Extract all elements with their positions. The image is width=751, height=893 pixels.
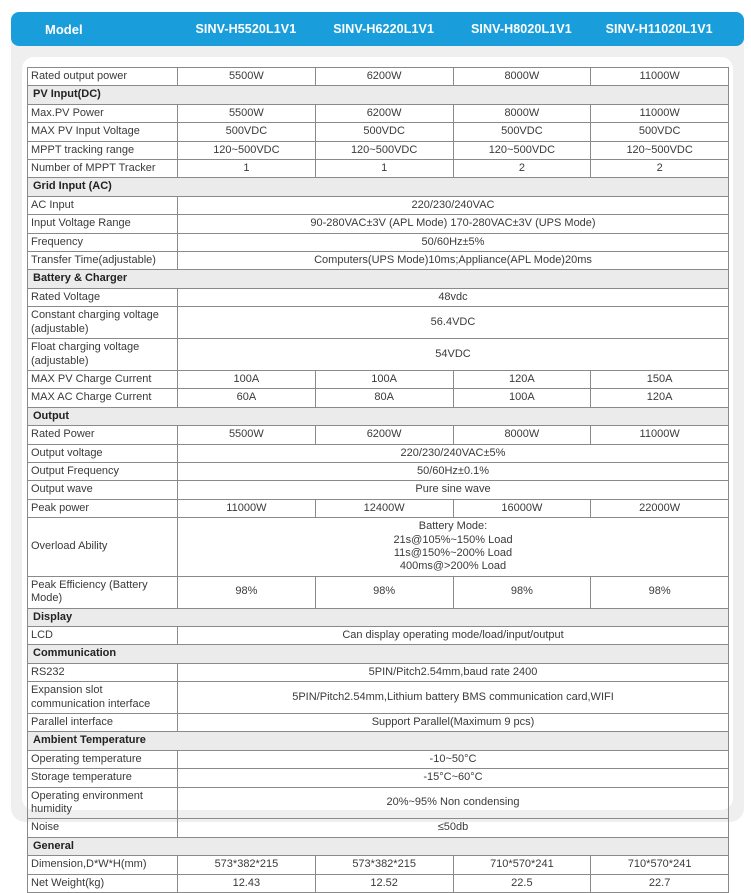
- spec-label: Operating environment humidity: [28, 787, 178, 819]
- spec-label: AC Input: [28, 196, 178, 214]
- spec-label: MAX PV Charge Current: [28, 370, 178, 388]
- spec-label: Rated Power: [28, 426, 178, 444]
- spec-value: 6200W: [315, 426, 453, 444]
- spec-value-span: 5PIN/Pitch2.54mm,baud rate 2400: [178, 663, 729, 681]
- spec-value: 8000W: [453, 68, 591, 86]
- section-row: [28, 645, 729, 663]
- spec-value-span: Computers(UPS Mode)10ms;Appliance(APL Mode)20ms: [178, 252, 729, 270]
- spec-value-span: -10~50°C: [178, 750, 729, 768]
- spec-value-span: 50/60Hz±5%: [178, 233, 729, 251]
- spec-value: 500VDC: [315, 123, 453, 141]
- spec-value: 120~500VDC: [178, 141, 316, 159]
- spec-value: 100A: [315, 370, 453, 388]
- spec-value: 500VDC: [453, 123, 591, 141]
- spec-label: Transfer Time(adjustable): [28, 252, 178, 270]
- spec-label: Float charging voltage (adjustable): [28, 339, 178, 371]
- spec-value: 120~500VDC: [315, 141, 453, 159]
- spec-value-span: 20%~95% Non condensing: [178, 787, 729, 819]
- spec-value: 100A: [178, 370, 316, 388]
- spec-value-span: 220/230/240VAC±5%: [178, 444, 729, 462]
- spec-row: [28, 426, 729, 444]
- section-label: Output: [28, 407, 729, 425]
- spec-value: 98%: [315, 576, 453, 608]
- spec-row: [28, 444, 729, 462]
- spec-row: [28, 769, 729, 787]
- spec-value: 22000W: [591, 499, 729, 517]
- spec-row: [28, 576, 729, 608]
- spec-value-span: -15°C~60°C: [178, 769, 729, 787]
- model-name-3: SINV-H8020L1V1: [470, 22, 572, 36]
- spec-value: 500VDC: [178, 123, 316, 141]
- spec-value: 11000W: [591, 426, 729, 444]
- section-row: [28, 86, 729, 104]
- model-header-bar: [11, 12, 744, 46]
- spec-row: [28, 215, 729, 233]
- spec-row: [28, 307, 729, 339]
- spec-value-span: Pure sine wave: [178, 481, 729, 499]
- spec-value: 100A: [453, 389, 591, 407]
- spec-value: 120~500VDC: [591, 141, 729, 159]
- spec-label: Frequency: [28, 233, 178, 251]
- spec-value-span: 5PIN/Pitch2.54mm,Lithium battery BMS communication card,WIFI: [178, 682, 729, 714]
- spec-label: Peak Efficiency (Battery Mode): [28, 576, 178, 608]
- spec-row: [28, 874, 729, 892]
- spec-row: [28, 233, 729, 251]
- spec-value: 2: [453, 160, 591, 178]
- spec-label: Net Weight(kg): [28, 874, 178, 892]
- spec-table-body: [28, 68, 729, 893]
- spec-value-span: 220/230/240VAC: [178, 196, 729, 214]
- spec-value: 120A: [591, 389, 729, 407]
- model-name-2: SINV-H6220L1V1: [333, 22, 434, 36]
- spec-row: [28, 462, 729, 480]
- spec-value: 12.52: [315, 874, 453, 892]
- model-header-label: Model: [45, 21, 83, 37]
- spec-value: 573*382*215: [315, 856, 453, 874]
- spec-value: 1: [315, 160, 453, 178]
- spec-label: Max.PV Power: [28, 104, 178, 122]
- spec-value: 6200W: [315, 68, 453, 86]
- spec-row: [28, 787, 729, 819]
- spec-value: 120A: [453, 370, 591, 388]
- spec-label: Rated Voltage: [28, 288, 178, 306]
- spec-row: [28, 252, 729, 270]
- section-row: [28, 608, 729, 626]
- spec-row: [28, 518, 729, 577]
- spec-label: Overload Ability: [28, 518, 178, 577]
- spec-value: 150A: [591, 370, 729, 388]
- spec-value: 11000W: [591, 68, 729, 86]
- spec-value: 98%: [453, 576, 591, 608]
- model-name-4: SINV-H11020L1V1: [605, 22, 713, 36]
- spec-value: 98%: [178, 576, 316, 608]
- spec-label: Parallel interface: [28, 714, 178, 732]
- spec-value-span: 56.4VDC: [178, 307, 729, 339]
- spec-label: Input Voltage Range: [28, 215, 178, 233]
- spec-row: [28, 819, 729, 837]
- spec-value: 98%: [591, 576, 729, 608]
- spec-value: 12.43: [178, 874, 316, 892]
- spec-row: [28, 370, 729, 388]
- spec-card: [22, 57, 733, 889]
- spec-label: Output Frequency: [28, 462, 178, 480]
- spec-label: MPPT tracking range: [28, 141, 178, 159]
- spec-label: Output voltage: [28, 444, 178, 462]
- spec-value: 710*570*241: [591, 856, 729, 874]
- spec-label: Peak power: [28, 499, 178, 517]
- spec-label: Constant charging voltage (adjustable): [28, 307, 178, 339]
- spec-label: MAX PV Input Voltage: [28, 123, 178, 141]
- spec-value: 22.7: [591, 874, 729, 892]
- spec-value-span: 48vdc: [178, 288, 729, 306]
- section-row: [28, 837, 729, 855]
- spec-value-span: 90-280VAC±3V (APL Mode) 170-280VAC±3V (UPS Mode): [178, 215, 729, 233]
- section-label: Battery & Charger: [28, 270, 729, 288]
- spec-value: 16000W: [453, 499, 591, 517]
- spec-row: [28, 499, 729, 517]
- spec-sheet-panel: [11, 12, 744, 889]
- section-label: Grid Input (AC): [28, 178, 729, 196]
- spec-label: RS232: [28, 663, 178, 681]
- spec-value-span: Can display operating mode/load/input/output: [178, 627, 729, 645]
- section-label: Ambient Temperature: [28, 732, 729, 750]
- spec-value: 80A: [315, 389, 453, 407]
- spec-label: Noise: [28, 819, 178, 837]
- spec-row: [28, 288, 729, 306]
- spec-row: [28, 160, 729, 178]
- spec-row: [28, 750, 729, 768]
- spec-row: [28, 389, 729, 407]
- spec-value: 22.5: [453, 874, 591, 892]
- section-row: [28, 178, 729, 196]
- spec-value-span: 50/60Hz±0.1%: [178, 462, 729, 480]
- model-name-1: SINV-H5520L1V1: [195, 22, 297, 36]
- spec-value: 2: [591, 160, 729, 178]
- spec-row: [28, 123, 729, 141]
- spec-row: [28, 627, 729, 645]
- spec-value: 1: [178, 160, 316, 178]
- spec-value: 12400W: [315, 499, 453, 517]
- spec-table: [27, 67, 729, 893]
- spec-row: [28, 682, 729, 714]
- spec-value-span: Battery Mode: 21s@105%~150% Load 11s@150%~200% Load 400ms@>200% Load: [178, 518, 729, 577]
- spec-value: 11000W: [178, 499, 316, 517]
- spec-value: 60A: [178, 389, 316, 407]
- spec-value: 8000W: [453, 104, 591, 122]
- spec-value: 573*382*215: [178, 856, 316, 874]
- spec-row: [28, 663, 729, 681]
- spec-value: 710*570*241: [453, 856, 591, 874]
- spec-label: Rated output power: [28, 68, 178, 86]
- spec-label: Number of MPPT Tracker: [28, 160, 178, 178]
- spec-label: Storage temperature: [28, 769, 178, 787]
- spec-value: 120~500VDC: [453, 141, 591, 159]
- spec-row: [28, 714, 729, 732]
- spec-label: Dimension,D*W*H(mm): [28, 856, 178, 874]
- section-label: Communication: [28, 645, 729, 663]
- spec-value-span: Support Parallel(Maximum 9 pcs): [178, 714, 729, 732]
- spec-value-span: ≤50db: [178, 819, 729, 837]
- spec-value: 5500W: [178, 104, 316, 122]
- spec-value: 6200W: [315, 104, 453, 122]
- section-row: [28, 732, 729, 750]
- spec-value: 8000W: [453, 426, 591, 444]
- spec-value: 500VDC: [591, 123, 729, 141]
- spec-value-span: 54VDC: [178, 339, 729, 371]
- section-row: [28, 407, 729, 425]
- spec-value: 5500W: [178, 68, 316, 86]
- section-label: PV Input(DC): [28, 86, 729, 104]
- spec-value: 11000W: [591, 104, 729, 122]
- spec-row: [28, 68, 729, 86]
- spec-row: [28, 104, 729, 122]
- section-label: Display: [28, 608, 729, 626]
- spec-label: Expansion slot communication interface: [28, 682, 178, 714]
- spec-row: [28, 141, 729, 159]
- spec-label: LCD: [28, 627, 178, 645]
- spec-row: [28, 196, 729, 214]
- spec-row: [28, 856, 729, 874]
- section-label: General: [28, 837, 729, 855]
- spec-row: [28, 481, 729, 499]
- spec-label: MAX AC Charge Current: [28, 389, 178, 407]
- spec-value: 5500W: [178, 426, 316, 444]
- spec-label: Output wave: [28, 481, 178, 499]
- spec-label: Operating temperature: [28, 750, 178, 768]
- section-row: [28, 270, 729, 288]
- spec-row: [28, 339, 729, 371]
